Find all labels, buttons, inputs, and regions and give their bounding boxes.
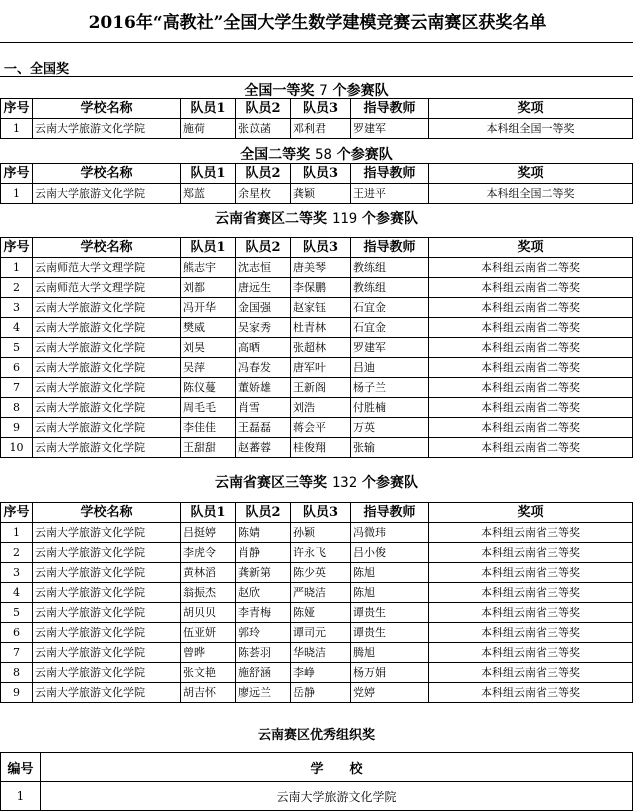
col-advisor: 指导教师 — [351, 99, 429, 119]
table-row — [1, 523, 633, 543]
cell-school: 云南大学旅游文化学院 — [33, 438, 181, 458]
cell-member3: 谭司元 — [291, 623, 351, 643]
org-col-no: 编号 — [1, 753, 41, 782]
cell-member2: 沈志恒 — [236, 258, 291, 278]
cell-seq: 8 — [1, 398, 33, 418]
cell-award: 本科组云南省二等奖 — [429, 378, 633, 398]
org-cell-school: 云南大学旅游文化学院 — [41, 782, 633, 811]
group-heading-label: 全国一等奖 — [244, 83, 315, 99]
section-label: 一、全国奖 — [4, 62, 70, 77]
cell-advisor: 党婷 — [351, 683, 429, 703]
cell-member1: 王甜甜 — [181, 438, 236, 458]
table-row — [1, 543, 633, 563]
cell-member1: 樊威 — [181, 318, 236, 338]
col-advisor: 指导教师 — [351, 503, 429, 523]
col-school: 学校名称 — [33, 238, 181, 258]
cell-member1: 吴萍 — [181, 358, 236, 378]
cell-member2: 金国强 — [236, 298, 291, 318]
group-heading — [0, 472, 633, 492]
cell-member1: 刘昊 — [181, 338, 236, 358]
cell-seq: 1 — [1, 258, 33, 278]
award-table — [0, 502, 633, 703]
cell-award: 本科组云南省二等奖 — [429, 398, 633, 418]
group-heading — [0, 80, 633, 100]
cell-school: 云南大学旅游文化学院 — [33, 398, 181, 418]
col-member2: 队员2 — [236, 503, 291, 523]
group-heading — [0, 208, 633, 228]
group-heading-suffix: 个参赛队 — [332, 83, 389, 99]
cell-member3: 张超林 — [291, 338, 351, 358]
cell-member2: 肖静 — [236, 543, 291, 563]
cell-award: 本科组云南省三等奖 — [429, 643, 633, 663]
group-team-count: 7 — [319, 83, 328, 99]
group-heading-label: 云南省赛区二等奖 — [214, 211, 327, 227]
cell-member3: 王新阁 — [291, 378, 351, 398]
cell-member1: 胡贝贝 — [181, 603, 236, 623]
cell-school: 云南大学旅游文化学院 — [33, 358, 181, 378]
table-row — [1, 643, 633, 663]
group-team-count: 58 — [315, 147, 332, 163]
cell-member3: 陈娅 — [291, 603, 351, 623]
cell-school: 云南大学旅游文化学院 — [33, 338, 181, 358]
col-member2: 队员2 — [236, 164, 291, 184]
table-row — [1, 119, 633, 139]
table-row — [1, 338, 633, 358]
cell-school: 云南大学旅游文化学院 — [33, 523, 181, 543]
table-row — [1, 378, 633, 398]
cell-seq: 7 — [1, 643, 33, 663]
cell-member1: 周毛毛 — [181, 398, 236, 418]
col-member2: 队员2 — [236, 99, 291, 119]
org-award-title: 云南赛区优秀组织奖 — [257, 728, 375, 743]
cell-award: 本科组云南省三等奖 — [429, 683, 633, 703]
cell-member2: 肖雪 — [236, 398, 291, 418]
cell-seq: 3 — [1, 563, 33, 583]
cell-school: 云南大学旅游文化学院 — [33, 643, 181, 663]
cell-advisor: 付胜楠 — [351, 398, 429, 418]
cell-seq: 5 — [1, 603, 33, 623]
cell-advisor: 谭贵生 — [351, 623, 429, 643]
col-member3: 队员3 — [291, 238, 351, 258]
cell-seq: 1 — [1, 119, 33, 139]
org-cell-no: 1 — [1, 782, 41, 811]
cell-member3: 唐军叶 — [291, 358, 351, 378]
cell-member2: 龚新第 — [236, 563, 291, 583]
cell-school: 云南师范大学文理学院 — [33, 278, 181, 298]
col-school: 学校名称 — [33, 99, 181, 119]
cell-seq: 2 — [1, 278, 33, 298]
col-member1: 队员1 — [181, 164, 236, 184]
cell-seq: 8 — [1, 663, 33, 683]
table-header-row — [1, 99, 633, 119]
table-row — [1, 358, 633, 378]
col-school: 学校名称 — [33, 164, 181, 184]
col-seq: 序号 — [1, 99, 33, 119]
cell-seq: 9 — [1, 683, 33, 703]
cell-member2: 董娇雄 — [236, 378, 291, 398]
org-row — [1, 782, 633, 811]
org-header-row — [1, 753, 633, 782]
cell-member3: 许永飞 — [291, 543, 351, 563]
col-school: 学校名称 — [33, 503, 181, 523]
cell-member1: 刘都 — [181, 278, 236, 298]
cell-member3: 赵家钰 — [291, 298, 351, 318]
section-divider — [0, 76, 633, 77]
cell-award: 本科组云南省二等奖 — [429, 298, 633, 318]
col-advisor: 指导教师 — [351, 238, 429, 258]
group-heading — [0, 144, 633, 164]
cell-member1: 李虎令 — [181, 543, 236, 563]
col-member1: 队员1 — [181, 99, 236, 119]
cell-member2: 廖远兰 — [236, 683, 291, 703]
cell-advisor: 杨子兰 — [351, 378, 429, 398]
table-row — [1, 623, 633, 643]
cell-advisor: 谭贵生 — [351, 603, 429, 623]
cell-member3: 华晓洁 — [291, 643, 351, 663]
cell-member1: 冯开华 — [181, 298, 236, 318]
cell-member1: 曾晔 — [181, 643, 236, 663]
table-row — [1, 398, 633, 418]
cell-school: 云南大学旅游文化学院 — [33, 418, 181, 438]
col-award: 奖项 — [429, 99, 633, 119]
cell-school: 云南大学旅游文化学院 — [33, 318, 181, 338]
cell-member3: 刘浩 — [291, 398, 351, 418]
table-row — [1, 583, 633, 603]
cell-member2: 郭玲 — [236, 623, 291, 643]
cell-member2: 高晒 — [236, 338, 291, 358]
cell-member2: 张苡菡 — [236, 119, 291, 139]
table-row — [1, 563, 633, 583]
cell-seq: 1 — [1, 523, 33, 543]
group-team-count: 119 — [331, 211, 358, 227]
cell-member1: 伍亚妍 — [181, 623, 236, 643]
cell-school: 云南大学旅游文化学院 — [33, 583, 181, 603]
col-advisor: 指导教师 — [351, 164, 429, 184]
cell-advisor: 石宜金 — [351, 318, 429, 338]
cell-member2: 赵欣 — [236, 583, 291, 603]
cell-member1: 郑蓝 — [181, 184, 236, 204]
cell-member1: 熊志宇 — [181, 258, 236, 278]
group-heading-suffix: 个参赛队 — [362, 475, 419, 491]
cell-seq: 9 — [1, 418, 33, 438]
cell-member3: 李峥 — [291, 663, 351, 683]
cell-award: 本科组云南省三等奖 — [429, 663, 633, 683]
cell-award: 本科组全国二等奖 — [429, 184, 633, 204]
cell-school: 云南大学旅游文化学院 — [33, 543, 181, 563]
cell-member1: 张文艳 — [181, 663, 236, 683]
col-award: 奖项 — [429, 164, 633, 184]
cell-member2: 陈荟羽 — [236, 643, 291, 663]
cell-advisor: 冯微玮 — [351, 523, 429, 543]
col-member1: 队员1 — [181, 238, 236, 258]
cell-award: 本科组云南省三等奖 — [429, 543, 633, 563]
cell-seq: 4 — [1, 318, 33, 338]
cell-member1: 施荷 — [181, 119, 236, 139]
cell-award: 本科组云南省二等奖 — [429, 338, 633, 358]
cell-seq: 2 — [1, 543, 33, 563]
cell-award: 本科组云南省二等奖 — [429, 438, 633, 458]
cell-seq: 1 — [1, 184, 33, 204]
cell-award: 本科组云南省三等奖 — [429, 523, 633, 543]
org-award-table — [0, 752, 633, 811]
cell-member1: 李佳佳 — [181, 418, 236, 438]
col-member3: 队员3 — [291, 503, 351, 523]
table-header-row — [1, 503, 633, 523]
cell-school: 云南大学旅游文化学院 — [33, 623, 181, 643]
cell-school: 云南大学旅游文化学院 — [33, 663, 181, 683]
cell-member3: 桂俊翔 — [291, 438, 351, 458]
title-divider — [0, 42, 633, 43]
cell-advisor: 罗建军 — [351, 338, 429, 358]
cell-advisor: 杨万娟 — [351, 663, 429, 683]
table-row — [1, 318, 633, 338]
table-row — [1, 663, 633, 683]
table-row — [1, 278, 633, 298]
award-table — [0, 98, 633, 139]
cell-school: 云南大学旅游文化学院 — [33, 298, 181, 318]
group-heading-suffix: 个参赛队 — [362, 211, 419, 227]
cell-school: 云南大学旅游文化学院 — [33, 119, 181, 139]
cell-school: 云南大学旅游文化学院 — [33, 603, 181, 623]
col-member1: 队员1 — [181, 503, 236, 523]
cell-member3: 龚颖 — [291, 184, 351, 204]
col-member2: 队员2 — [236, 238, 291, 258]
cell-seq: 6 — [1, 358, 33, 378]
cell-seq: 10 — [1, 438, 33, 458]
cell-advisor: 王进平 — [351, 184, 429, 204]
cell-award: 本科组全国一等奖 — [429, 119, 633, 139]
cell-member3: 严晓洁 — [291, 583, 351, 603]
cell-member1: 胡吉怀 — [181, 683, 236, 703]
cell-seq: 5 — [1, 338, 33, 358]
org-col-school: 学 校 — [41, 753, 633, 782]
table-row — [1, 184, 633, 204]
table-header-row — [1, 164, 633, 184]
award-table — [0, 163, 633, 204]
cell-member2: 陈婧 — [236, 523, 291, 543]
group-heading-suffix: 个参赛队 — [336, 147, 393, 163]
cell-member3: 杜青林 — [291, 318, 351, 338]
group-heading-label: 云南省赛区三等奖 — [214, 475, 327, 491]
table-row — [1, 298, 633, 318]
cell-advisor: 罗建军 — [351, 119, 429, 139]
cell-member3: 邓利君 — [291, 119, 351, 139]
cell-advisor: 教练组 — [351, 258, 429, 278]
group-heading-label: 全国二等奖 — [240, 147, 311, 163]
cell-member3: 陈少英 — [291, 563, 351, 583]
col-seq: 序号 — [1, 503, 33, 523]
cell-award: 本科组云南省二等奖 — [429, 418, 633, 438]
col-member3: 队员3 — [291, 164, 351, 184]
cell-school: 云南大学旅游文化学院 — [33, 378, 181, 398]
cell-award: 本科组云南省二等奖 — [429, 258, 633, 278]
cell-member2: 赵蕃蓉 — [236, 438, 291, 458]
cell-award: 本科组云南省二等奖 — [429, 318, 633, 338]
cell-seq: 7 — [1, 378, 33, 398]
cell-seq: 3 — [1, 298, 33, 318]
col-award: 奖项 — [429, 503, 633, 523]
cell-member2: 李青梅 — [236, 603, 291, 623]
col-member3: 队员3 — [291, 99, 351, 119]
cell-award: 本科组云南省三等奖 — [429, 563, 633, 583]
cell-member2: 王磊磊 — [236, 418, 291, 438]
cell-member1: 黄林滔 — [181, 563, 236, 583]
table-row — [1, 418, 633, 438]
cell-advisor: 石宜金 — [351, 298, 429, 318]
cell-member1: 翁振杰 — [181, 583, 236, 603]
table-row — [1, 603, 633, 623]
cell-award: 本科组云南省三等奖 — [429, 623, 633, 643]
cell-school: 云南大学旅游文化学院 — [33, 184, 181, 204]
cell-member3: 唐美琴 — [291, 258, 351, 278]
group-team-count: 132 — [331, 475, 358, 491]
cell-advisor: 教练组 — [351, 278, 429, 298]
table-row — [1, 683, 633, 703]
cell-school: 云南大学旅游文化学院 — [33, 563, 181, 583]
cell-award: 本科组云南省三等奖 — [429, 583, 633, 603]
cell-advisor: 腾旭 — [351, 643, 429, 663]
cell-member2: 吴家秀 — [236, 318, 291, 338]
cell-school: 云南大学旅游文化学院 — [33, 683, 181, 703]
cell-advisor: 万英 — [351, 418, 429, 438]
cell-member2: 余星枚 — [236, 184, 291, 204]
cell-advisor: 吕小俊 — [351, 543, 429, 563]
cell-seq: 6 — [1, 623, 33, 643]
cell-advisor: 张输 — [351, 438, 429, 458]
table-header-row — [1, 238, 633, 258]
award-table — [0, 237, 633, 458]
cell-award: 本科组云南省二等奖 — [429, 358, 633, 378]
cell-member3: 孙颖 — [291, 523, 351, 543]
cell-member3: 岳静 — [291, 683, 351, 703]
cell-award: 本科组云南省三等奖 — [429, 603, 633, 623]
cell-member1: 陈仪蔓 — [181, 378, 236, 398]
cell-seq: 4 — [1, 583, 33, 603]
page-title: 2016年“高教社”全国大学生数学建模竞赛云南赛区获奖名单 — [88, 13, 547, 33]
cell-member1: 吕挺婷 — [181, 523, 236, 543]
cell-school: 云南师范大学文理学院 — [33, 258, 181, 278]
cell-advisor: 陈旭 — [351, 563, 429, 583]
cell-member2: 施舒涵 — [236, 663, 291, 683]
col-seq: 序号 — [1, 164, 33, 184]
table-row — [1, 258, 633, 278]
col-seq: 序号 — [1, 238, 33, 258]
cell-member3: 李保鹏 — [291, 278, 351, 298]
cell-advisor: 陈旭 — [351, 583, 429, 603]
cell-member3: 蒋会平 — [291, 418, 351, 438]
cell-member2: 唐远生 — [236, 278, 291, 298]
table-row — [1, 438, 633, 458]
cell-award: 本科组云南省二等奖 — [429, 278, 633, 298]
cell-advisor: 吕迪 — [351, 358, 429, 378]
col-award: 奖项 — [429, 238, 633, 258]
cell-member2: 冯春发 — [236, 358, 291, 378]
